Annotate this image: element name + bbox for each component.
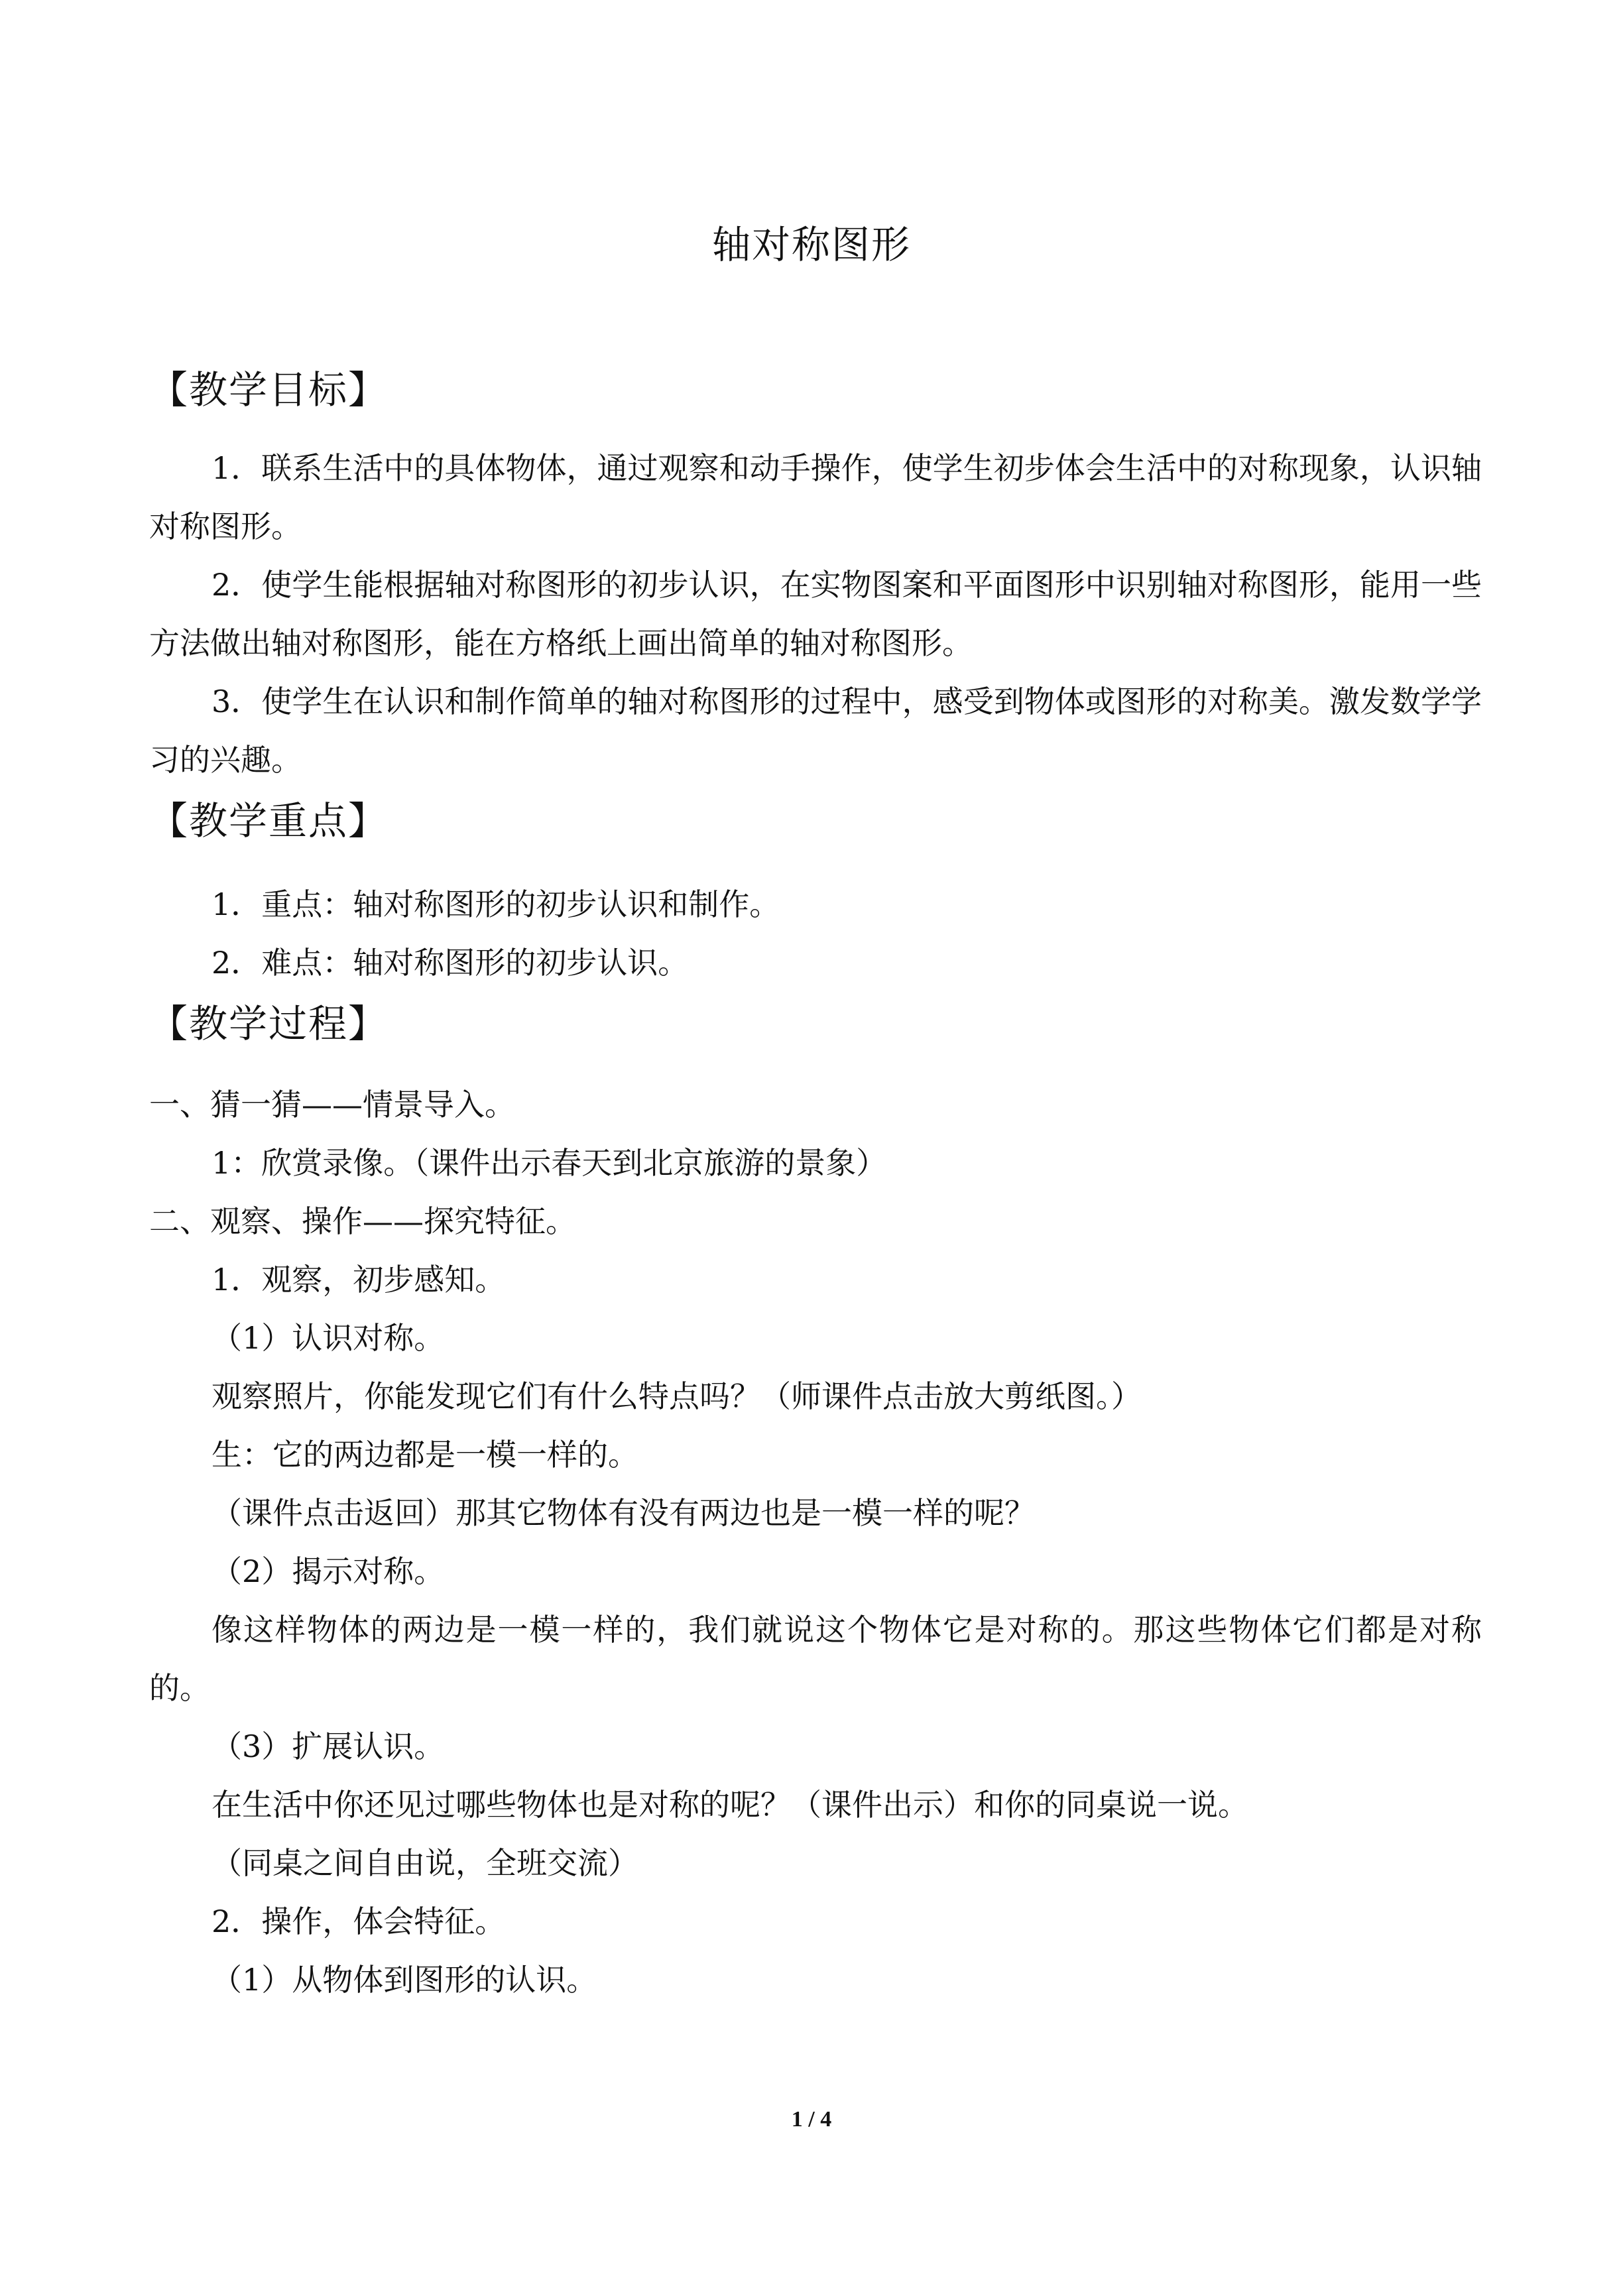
page-number: 1 / 4 (791, 2107, 832, 2132)
process-line: 1：欣赏录像。（课件出示春天到北京旅游的景象） (211, 1145, 887, 1181)
process-line: （课件点击返回）那其它物体有没有两边也是一模一样的呢？ (211, 1495, 1035, 1531)
process-line: 1．观察，初步感知。 (211, 1262, 506, 1298)
process-line: （1）认识对称。 (211, 1320, 445, 1356)
goal-item-1: 1．联系生活中的具体物体，通过观察和动手操作，使学生初步体会生活中的对称现象，认识轴对称图形。 (149, 450, 1482, 544)
process-line: （3）扩展认识。 (211, 1728, 445, 1764)
document-body (149, 363, 1482, 2009)
process-paragraph: 像这样物体的两边是一模一样的，我们就说这个物体它是对称的。那这些物体它们都是对称的。 (149, 1612, 1482, 1706)
section-heading-key-points: 【教学重点】 (149, 798, 389, 843)
key-point-item-1: 1．重点：轴对称图形的初步认识和制作。 (211, 886, 780, 922)
process-line: 2．操作，体会特征。 (211, 1903, 506, 1939)
process-line: 在生活中你还见过哪些物体也是对称的呢？（课件出示）和你的同桌说一说。 (211, 1787, 1248, 1823)
process-line: 生：它的两边都是一模一样的。 (211, 1437, 638, 1473)
key-point-item-2: 2．难点：轴对称图形的初步认识。 (211, 945, 689, 981)
process-line: 观察照片，你能发现它们有什么特点吗？（师课件点击放大剪纸图。） (211, 1378, 1142, 1414)
process-line: （2）揭示对称。 (211, 1553, 445, 1589)
document-title: 轴对称图形 (711, 222, 911, 267)
process-part-2-heading: 二、观察、操作——探究特征。 (149, 1203, 576, 1239)
process-part-1-heading: 一、猜一猜——情景导入。 (149, 1087, 515, 1122)
process-line: （同桌之间自由说，全班交流） (211, 1845, 638, 1881)
section-heading-goals: 【教学目标】 (149, 367, 389, 412)
process-line: （1）从物体到图形的认识。 (211, 1962, 597, 1998)
goal-item-3: 3．使学生在认识和制作简单的轴对称图形的过程中，感受到物体或图形的对称美。激发数学学习的兴趣。 (149, 684, 1482, 778)
section-heading-process: 【教学过程】 (149, 1001, 389, 1046)
goal-item-2: 2．使学生能根据轴对称图形的初步认识，在实物图案和平面图形中识别轴对称图形，能用一些方法做出轴对称图形，能在方格纸上画出简单的轴对称图形。 (149, 567, 1482, 661)
